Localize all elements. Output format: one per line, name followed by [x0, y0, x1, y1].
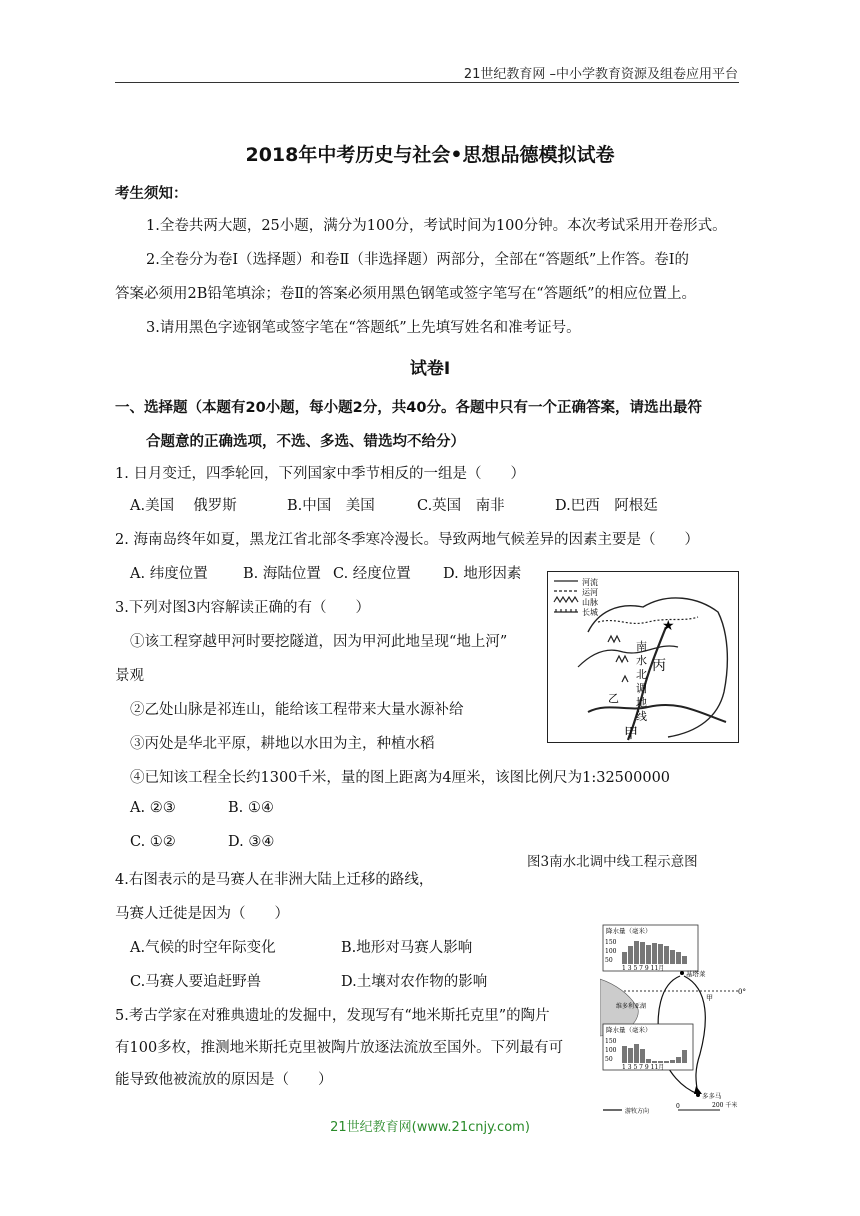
- option: C. 经度位置: [333, 566, 411, 582]
- statement: ④已知该工程全长约1300千米，量的图上距离为4厘米，该图比例尺为1:32500000: [130, 770, 671, 786]
- question-stem: 能导致他被流放的原因是（ ）: [115, 1072, 333, 1088]
- option: A. 纬度位置: [130, 566, 208, 582]
- legend-canal-label: 运河: [582, 588, 598, 597]
- question-stem: 马赛人迁徙是因为（ ）: [115, 906, 289, 922]
- question-stem: 5.考古学家在对雅典遗址的发掘中，发现写有“地米斯托克里”的陶片: [115, 1008, 550, 1024]
- map-label-jia: 甲: [624, 726, 638, 742]
- migration-graphic: [600, 924, 750, 1119]
- legend-river-label: 河流: [582, 578, 598, 587]
- tick-label: 150: [605, 1038, 617, 1045]
- option: D. 地形因素: [443, 566, 522, 582]
- months-label: 1 3 5 7 9 11月: [622, 965, 665, 972]
- mountain-range: [608, 636, 628, 682]
- question-stem: 2. 海南岛终年如夏，黑龙江省北部冬季寒冷漫长。导致两地气候差异的因素主要是（ ）: [115, 532, 699, 548]
- place-label: 多多马: [702, 1092, 722, 1100]
- map-graphic: [548, 572, 738, 742]
- scale-zero: 0: [676, 1103, 680, 1110]
- option: D.土壤对农作物的影响: [341, 974, 488, 990]
- option: A. ②③: [130, 800, 176, 816]
- tick-label: 100: [605, 948, 617, 955]
- option: C.英国 南非: [417, 498, 505, 514]
- great-wall: [598, 617, 698, 623]
- tick-label: 100: [605, 1047, 617, 1054]
- tick-label: 50: [605, 1056, 613, 1063]
- map-label: 北: [636, 668, 647, 681]
- option: B.中国 美国: [287, 498, 375, 514]
- part-heading: 合题意的正确选项，不选、多选、错选均不给分）: [146, 434, 465, 450]
- legend-mountain-label: 山脉: [582, 598, 598, 607]
- route-legend-label: 游牧方向: [625, 1108, 650, 1115]
- notice-item: 1.全卷共两大题，25小题，满分为100分，考试时间为100分钟。本次考试采用开卷形式。: [146, 218, 727, 234]
- months-label: 1 3 5 7 9 11月: [622, 1064, 665, 1071]
- map-label: 地: [636, 696, 647, 709]
- capital-star-icon: ★: [662, 618, 675, 634]
- option: C.马赛人要追赶野兽: [130, 974, 262, 990]
- map-label: 调: [636, 682, 647, 695]
- option: D. ③④: [228, 834, 275, 850]
- statement: ②乙处山脉是祁连山，能给该工程带来大量水源补给: [130, 702, 464, 718]
- equator-label: 0°: [738, 988, 746, 996]
- option: A.美国 俄罗斯: [130, 498, 237, 514]
- mountain-legend-icon: [554, 597, 578, 602]
- question-stem: 4.右图表示的是马赛人在非洲大陆上迁移的路线，: [115, 872, 434, 888]
- option: A.气候的时空年际变化: [130, 940, 276, 956]
- notice-item: 2.全卷分为卷Ⅰ（选择题）和卷Ⅱ（非选择题）两部分，全部在“答题纸”上作答。卷Ⅰ的: [146, 252, 689, 268]
- river-line: [588, 705, 726, 722]
- section-title: 试卷Ⅰ: [409, 359, 451, 379]
- tick-label: 150: [605, 939, 617, 946]
- figure-caption: 图3南水北调中线工程示意图: [527, 854, 698, 870]
- notice-item: 答案必须用2B铅笔填涂；卷Ⅱ的答案必须用黑色钢笔或签字笔写在“答题纸”的相应位置上。: [115, 286, 697, 302]
- footer-link[interactable]: 21世纪教育网(www.21cnjy.com): [330, 1120, 530, 1135]
- option: B.地形对马赛人影响: [341, 940, 473, 956]
- precip-label-top: 降水量（毫米）: [606, 927, 652, 935]
- map-label: 南: [636, 640, 647, 653]
- map-label-yi: 乙: [608, 692, 619, 705]
- option: B. 海陆位置: [243, 566, 321, 582]
- notice-heading: 考生须知：: [115, 186, 188, 202]
- question-stem: 有100多枚，推测地米斯托克里被陶片放逐法流放至国外。下列最有可: [115, 1040, 564, 1056]
- map-label: 水: [636, 654, 647, 667]
- scale-label: 200 千米: [712, 1102, 738, 1109]
- statement: ①该工程穿越甲河时要挖隧道，因为甲河此地呈现“地上河”: [130, 634, 508, 650]
- tick-label: 50: [605, 957, 613, 964]
- place-label: 基塔莱: [686, 970, 706, 978]
- arrow-head-icon: [694, 1086, 702, 1094]
- lake-label: 维多利亚湖: [616, 1003, 647, 1010]
- wall-legend-icon: [554, 609, 578, 612]
- part-heading: 一、选择题（本题有20小题，每小题2分，共40分。各题中只有一个正确答案，请选出最符: [115, 400, 702, 416]
- site-header: 21世纪教育网 –中小学教育资源及组卷应用平台: [463, 67, 738, 82]
- option: B. ①④: [228, 800, 274, 816]
- statement: 景观: [115, 668, 144, 684]
- notice-item: 3.请用黑色字迹钢笔或签字笔在“答题纸”上先填写姓名和准考证号。: [146, 320, 581, 336]
- question-stem: 3.下列对图3内容解读正确的有（ ）: [115, 600, 371, 616]
- legend-wall-label: 长城: [582, 608, 598, 617]
- water-diversion-map: [547, 571, 739, 743]
- map-label-bing: 丙: [652, 658, 666, 674]
- statement: ③丙处是华北平原，耕地以水田为主，种植水稻: [130, 736, 435, 752]
- maasai-migration-map: [600, 924, 750, 1119]
- map-label: 线: [636, 710, 647, 723]
- header-rule: [115, 82, 739, 83]
- place-label-jia: 甲: [706, 994, 713, 1002]
- page-title: 2018年中考历史与社会•思想品德模拟试卷: [245, 144, 615, 166]
- option: C. ①②: [130, 834, 176, 850]
- precip-label-bottom: 降水量（毫米）: [606, 1026, 652, 1034]
- canal-route: [628, 627, 666, 740]
- option: D.巴西 阿根廷: [555, 498, 658, 514]
- question-stem: 1. 日月变迁，四季轮回，下列国家中季节相反的一组是（ ）: [115, 466, 525, 482]
